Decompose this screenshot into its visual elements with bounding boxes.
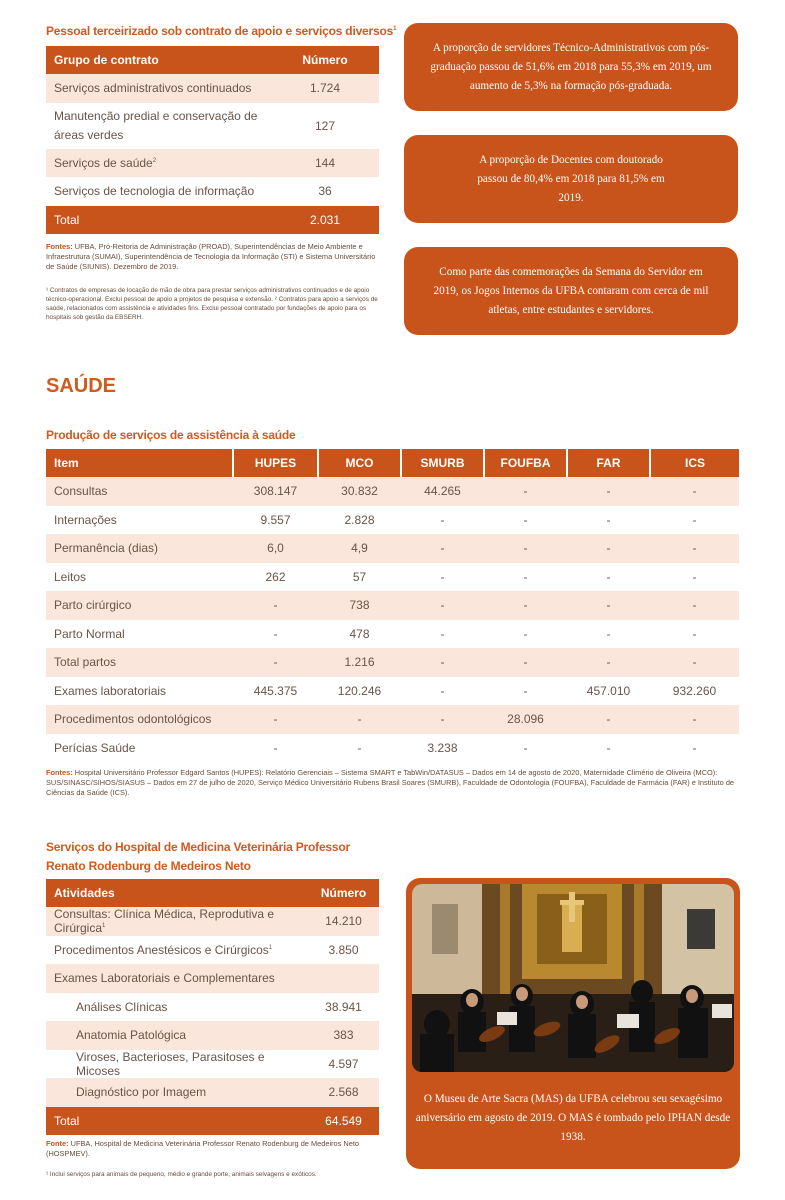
row-value: - bbox=[650, 705, 739, 734]
row-value: - bbox=[440, 626, 445, 641]
table-row bbox=[46, 648, 739, 677]
row-value: 2.568 bbox=[308, 1078, 379, 1107]
terceirizado-notes: ¹ Contratos de empresas de locação de mão de obra para prestar serviços administrativos continuados e de apoio técnico-operacional. Exclui pessoal de apoio a projetos de pesquisa e extensão. ² Contratos para apoio a serviços de saúde, relacionados com assistência e atividades fins. Exclui pessoal contratado por fundações de apoio para os hospitais sob gestão da EBSERH. bbox=[46, 287, 378, 321]
row-value: - bbox=[523, 683, 528, 698]
table-row bbox=[46, 563, 739, 592]
row-value: 127 bbox=[314, 118, 336, 133]
table-row bbox=[46, 964, 379, 993]
row-value: - bbox=[273, 740, 278, 755]
vet-title: Serviços do Hospital de Medicina Veterinária Professor Renato Rodenburg de Medeiros Neto bbox=[46, 840, 350, 873]
row-value: - bbox=[233, 705, 318, 734]
row-value: - bbox=[606, 626, 611, 641]
row-value: - bbox=[650, 534, 739, 563]
row-value: 144 bbox=[271, 149, 379, 178]
table-row bbox=[46, 1050, 379, 1079]
table-row bbox=[46, 936, 379, 965]
col-header: MCO bbox=[318, 449, 401, 477]
photo-caption: O Museu de Arte Sacra (MAS) da UFBA celebrou seu sexagésimo aniversário em agosto de 2019. O MAS é tombado pelo IPHAN desde 1938. bbox=[415, 1093, 731, 1143]
row-value: 57 bbox=[352, 569, 367, 584]
row-value: - bbox=[523, 740, 528, 755]
saude-table bbox=[46, 449, 739, 762]
col-header: ICS bbox=[650, 449, 739, 477]
col-header-atividades: Atividades bbox=[46, 879, 308, 907]
row-value: - bbox=[273, 626, 278, 641]
row-value: - bbox=[484, 591, 567, 620]
col-header: SMURB bbox=[401, 449, 484, 477]
row-value: - bbox=[357, 740, 362, 755]
row-label: Serviços administrativos continuados bbox=[46, 74, 271, 103]
row-label: Serviços de saúde$^2$ bbox=[46, 149, 271, 178]
table-row bbox=[46, 705, 739, 734]
row-value: - bbox=[567, 648, 650, 677]
table-row bbox=[46, 74, 379, 103]
row-value: 28.096 bbox=[484, 705, 567, 734]
row-value: - bbox=[401, 591, 484, 620]
row-value: - bbox=[692, 512, 697, 527]
vet-table bbox=[46, 879, 379, 1135]
row-value: - bbox=[650, 477, 739, 506]
row-value: 6,0 bbox=[233, 534, 318, 563]
row-label: Procedimentos odontológicos bbox=[46, 705, 233, 734]
table-row bbox=[46, 1021, 379, 1050]
row-value: - bbox=[523, 512, 528, 527]
row-label: Exames laboratoriais bbox=[54, 683, 167, 698]
row-value: - bbox=[523, 626, 528, 641]
table-row bbox=[46, 477, 739, 506]
row-value: 3.850 bbox=[328, 942, 359, 957]
row-label: Consultas: Clínica Médica, Reprodutiva e Cirúrgica$^1$ bbox=[46, 907, 308, 936]
row-value: 383 bbox=[308, 1021, 379, 1050]
row-value: - bbox=[606, 569, 611, 584]
row-label: Serviços de tecnologia de informação bbox=[54, 184, 255, 199]
terceirizado-table bbox=[46, 46, 379, 234]
row-label: Consultas bbox=[46, 477, 233, 506]
col-header-numero: Número bbox=[271, 46, 379, 74]
row-value: 4,9 bbox=[318, 534, 401, 563]
total-row bbox=[46, 206, 379, 235]
row-value: 457.010 bbox=[586, 683, 631, 698]
total-row bbox=[46, 1107, 379, 1136]
col-header: HUPES bbox=[233, 449, 318, 477]
row-value: 445.375 bbox=[253, 683, 298, 698]
vet-notes: ¹ Inclui serviços para animais de pequeno, médio e grande porte, animais selvagens e exóticos. bbox=[46, 1171, 317, 1178]
row-value: 2.828 bbox=[344, 512, 375, 527]
row-label: Leitos bbox=[54, 569, 87, 584]
row-value: - bbox=[318, 705, 401, 734]
row-value: 3.238 bbox=[427, 740, 458, 755]
total-label: Total bbox=[46, 206, 271, 235]
row-value: - bbox=[484, 534, 567, 563]
col-header-grupo: Grupo de contrato bbox=[46, 46, 271, 74]
row-label: Total partos bbox=[46, 648, 233, 677]
row-value: 120.246 bbox=[337, 683, 382, 698]
table-row bbox=[46, 149, 379, 178]
row-value: - bbox=[567, 591, 650, 620]
row-value: 262 bbox=[265, 569, 286, 584]
row-value: 9.557 bbox=[260, 512, 291, 527]
callout-docentes: A proporção de Docentes com doutorado passou de 80,4% em 2018 para 81,5% em 2019. bbox=[404, 135, 738, 223]
terceirizado-sources: Fontes: UFBA, Pró-Reitoria de Administração (PROAD), Superintendências de Meio Ambiente e Infraestrutura (SUMAI), Superintendência de Tecnologia da Informação (STI) e Sistema Universitário de Saúde (SIUNIS). Dezembro de 2019. bbox=[46, 242, 376, 272]
row-value: 1.724 bbox=[271, 74, 379, 103]
row-label: Análises Clínicas bbox=[76, 999, 168, 1014]
row-label: Internações bbox=[54, 512, 117, 527]
table-row bbox=[46, 177, 379, 206]
table-row bbox=[46, 620, 739, 649]
row-value: - bbox=[401, 648, 484, 677]
row-value: - bbox=[484, 477, 567, 506]
row-value: - bbox=[567, 705, 650, 734]
row-value: - bbox=[401, 534, 484, 563]
vet-sources: Fonte: UFBA, Hospital de Medicina Veterinária Professor Renato Rodenburg de Medeiros Neto (HOSPMEV). bbox=[46, 1139, 360, 1159]
terceirizado-title: Pessoal terceirizado sob contrato de apoio e serviços diversos$^1$ bbox=[46, 24, 397, 38]
col-header: FOUFBA bbox=[484, 449, 567, 477]
row-label: Viroses, Bacterioses, Parasitoses e Micoses bbox=[76, 1049, 265, 1078]
table-row bbox=[46, 677, 739, 706]
row-value: 38.941 bbox=[325, 999, 362, 1014]
table-row bbox=[46, 993, 379, 1022]
total-value: 2.031 bbox=[271, 206, 379, 235]
row-label: Parto Normal bbox=[54, 626, 125, 641]
row-label: Exames Laboratoriais e Complementares bbox=[46, 964, 308, 993]
row-value: - bbox=[233, 648, 318, 677]
row-label: Anatomia Patológica bbox=[46, 1021, 308, 1050]
row-value: 738 bbox=[318, 591, 401, 620]
row-value: 44.265 bbox=[401, 477, 484, 506]
row-value: - bbox=[606, 512, 611, 527]
row-value: 308.147 bbox=[233, 477, 318, 506]
saude-title: Produção de serviços de assistência à saúde bbox=[46, 428, 296, 442]
row-value: - bbox=[440, 683, 445, 698]
row-value: - bbox=[692, 626, 697, 641]
row-value: - bbox=[233, 591, 318, 620]
row-value: - bbox=[650, 591, 739, 620]
row-label: Permanência (dias) bbox=[46, 534, 233, 563]
table-row bbox=[46, 1078, 379, 1107]
row-value: - bbox=[440, 569, 445, 584]
callout-jogos-internos: Como parte das comemorações da Semana do Servidor em 2019, os Jogos Internos da UFBA contaram com cerca de mil atletas, entre estudantes e servidores. bbox=[404, 247, 738, 335]
table-row bbox=[46, 907, 379, 936]
orchestra-photo bbox=[412, 884, 734, 1072]
total-value: 64.549 bbox=[308, 1107, 379, 1136]
col-header: FAR bbox=[567, 449, 650, 477]
row-label: Procedimentos Anestésicos e Cirúrgicos$^1$ bbox=[54, 942, 273, 957]
col-header-numero: Número bbox=[308, 879, 379, 907]
col-header: Item bbox=[46, 449, 233, 477]
table-row bbox=[46, 734, 739, 763]
row-value: - bbox=[523, 569, 528, 584]
row-value: - bbox=[606, 740, 611, 755]
row-value: - bbox=[567, 534, 650, 563]
table-row bbox=[46, 591, 739, 620]
row-value: 932.260 bbox=[672, 683, 717, 698]
row-value: - bbox=[650, 648, 739, 677]
row-value: - bbox=[567, 477, 650, 506]
row-value: 478 bbox=[349, 626, 370, 641]
callout-tecnico-administrativos: A proporção de servidores Técnico-Administrativos com pós-graduação passou de 51,6% em 2018 para 55,3% em 2019, um aumento de 5,3% na formação pós-graduada. bbox=[404, 23, 738, 111]
table-row bbox=[46, 103, 379, 149]
row-label: Parto cirúrgico bbox=[46, 591, 233, 620]
total-label: Total bbox=[46, 1107, 308, 1136]
row-label: Manutenção predial e conservação de áreas verdes bbox=[54, 108, 258, 142]
row-value: - bbox=[484, 648, 567, 677]
table-row bbox=[46, 534, 739, 563]
saude-sources: Fontes: Hospital Universitário Professor Edgard Santos (HUPES): Relatório Gerenciais – Sistema SMART e TabWin/DATASUS – Dados em 14 de agosto de 2020, Maternidade Climério de Oliveira (MCO): SUS/SINASC/SIHOS/SIASUS – Dados em 27 de julho de 2020, Serviço Médico Universitário Rubens Brasil Soares (SMURB), Faculdade de Odontologia (FOUFBA), Faculdade de Farmácia (FAR) e Instituto de Ciências da Saúde (ICS). bbox=[46, 768, 735, 798]
row-value: - bbox=[401, 705, 484, 734]
row-value: - bbox=[692, 740, 697, 755]
row-value: 4.597 bbox=[328, 1056, 359, 1071]
row-value: 36 bbox=[318, 184, 332, 199]
saude-heading: SAÚDE bbox=[46, 375, 117, 397]
row-value: 1.216 bbox=[318, 648, 401, 677]
table-row bbox=[46, 506, 739, 535]
row-value: 14.210 bbox=[308, 907, 379, 936]
row-value bbox=[308, 964, 379, 993]
row-label: Diagnóstico por Imagem bbox=[46, 1078, 308, 1107]
row-value: - bbox=[692, 569, 697, 584]
row-label: Perícias Saúde bbox=[54, 740, 136, 755]
row-value: 30.832 bbox=[318, 477, 401, 506]
row-value: - bbox=[440, 512, 445, 527]
